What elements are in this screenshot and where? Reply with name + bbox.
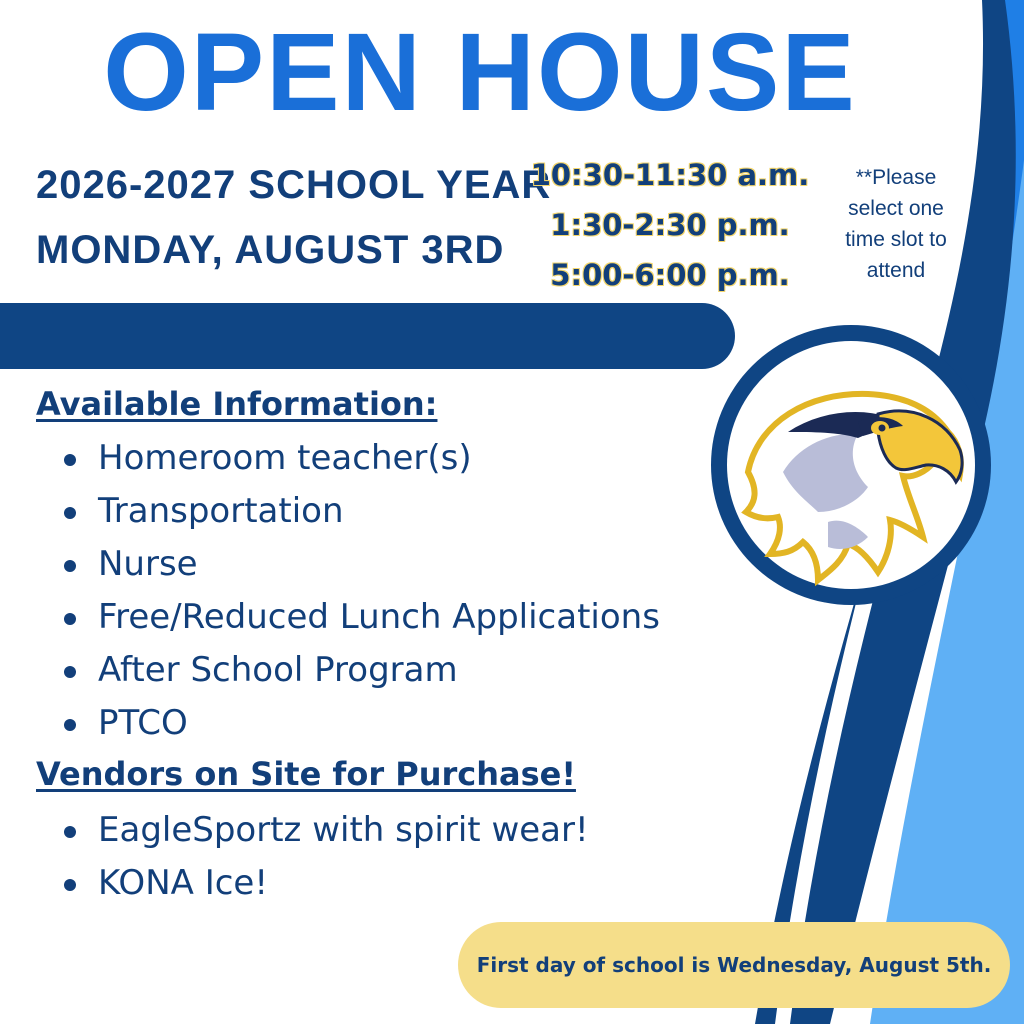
list-item: [58, 538, 660, 591]
list-item-label: PTCO: [98, 703, 188, 743]
bullet-icon: [64, 560, 76, 572]
bullet-icon: [64, 666, 76, 678]
time-slot: 5:00-6:00 p.m.: [550, 258, 790, 292]
bullet-icon: [64, 454, 76, 466]
first-day-note: First day of school is Wednesday, August 5th.: [476, 953, 992, 977]
eagle-logo: [708, 322, 994, 608]
list-item: [58, 804, 589, 857]
list-item-label: Free/Reduced Lunch Applications: [98, 597, 660, 637]
school-year: 2026-2027 SCHOOL YEAR: [36, 163, 552, 207]
list-item: [58, 485, 660, 538]
list-item-label: Homeroom teacher(s): [98, 438, 472, 478]
time-slots: [520, 150, 820, 300]
bullet-icon: [64, 507, 76, 519]
bullet-icon: [64, 826, 76, 838]
time-slot: 1:30-2:30 p.m.: [550, 208, 790, 242]
vendors-heading: Vendors on Site for Purchase!: [36, 755, 576, 793]
list-item-label: Nurse: [98, 544, 198, 584]
list-item: [58, 591, 660, 644]
list-item: [58, 432, 660, 485]
page-title: OPEN HOUSE: [103, 11, 857, 134]
list-item-label: KONA Ice!: [98, 863, 268, 903]
list-item: [58, 644, 660, 697]
bullet-icon: [64, 879, 76, 891]
list-item-label: EagleSportz with spirit wear!: [98, 810, 589, 850]
list-item: [58, 857, 589, 910]
bullet-icon: [64, 613, 76, 625]
divider-bar: [0, 303, 735, 369]
time-slot: 10:30-11:30 a.m.: [530, 158, 810, 192]
list-item-label: Transportation: [98, 491, 344, 531]
available-information-heading: Available Information:: [36, 385, 438, 423]
first-day-banner: [458, 922, 1010, 1008]
event-date: MONDAY, AUGUST 3RD: [36, 228, 505, 272]
available-information-list: [58, 432, 660, 750]
time-slot-note: **Please select one time slot to attend: [845, 166, 947, 282]
bullet-icon: [64, 719, 76, 731]
list-item: [58, 697, 660, 750]
vendors-list: [58, 804, 589, 910]
list-item-label: After School Program: [98, 650, 458, 690]
